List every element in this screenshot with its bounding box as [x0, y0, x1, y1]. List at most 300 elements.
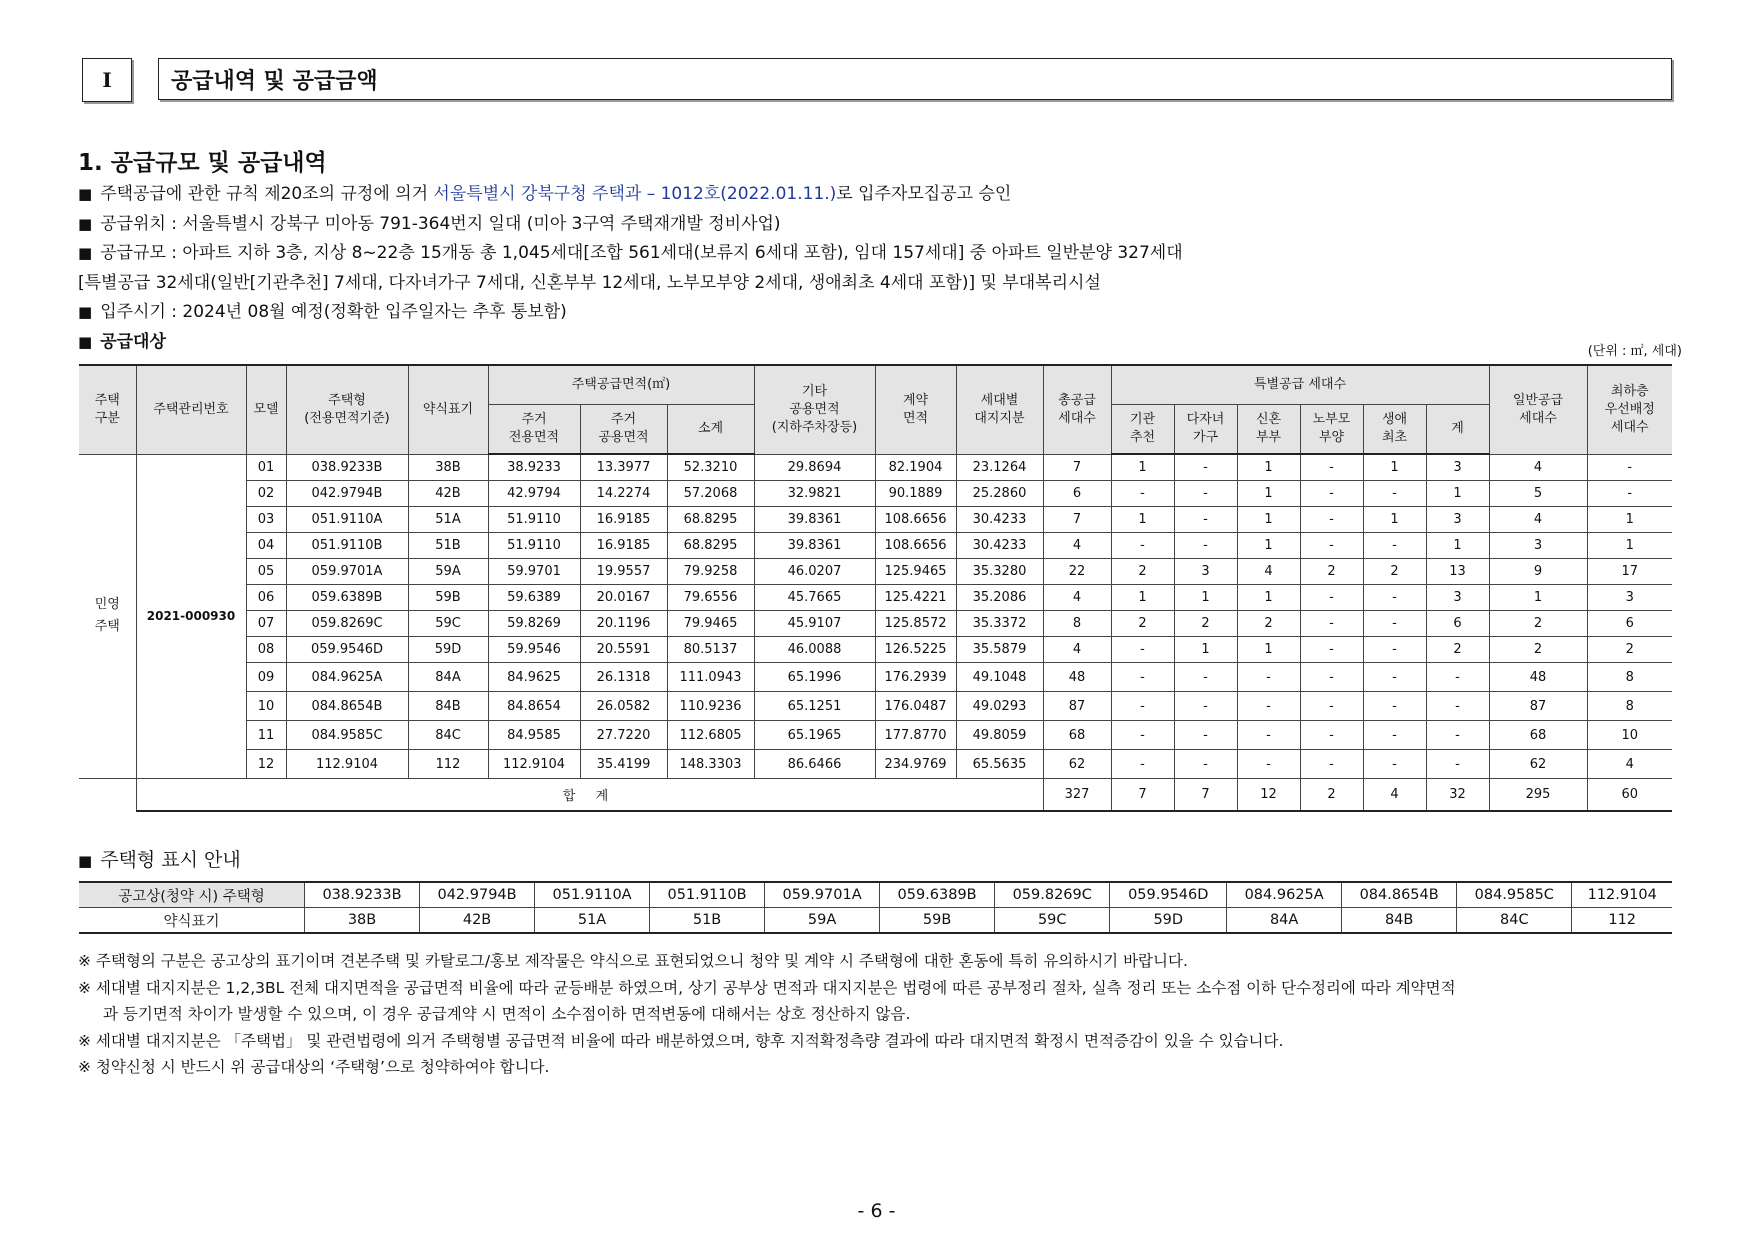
table-cell: 46.0207: [754, 559, 875, 585]
table-cell: 5: [1489, 481, 1587, 507]
type-guide-cell: 59B: [880, 908, 995, 934]
section-header: [82, 58, 1676, 104]
table-cell: 4: [1489, 454, 1587, 481]
table-cell: 68.8295: [667, 533, 754, 559]
table-cell: 6: [1426, 611, 1489, 637]
table-cell: -: [1111, 533, 1174, 559]
table-cell: 4: [1043, 533, 1111, 559]
table-cell: 1: [1174, 637, 1237, 663]
table-cell: 30.4233: [956, 533, 1043, 559]
unit-note: (단위 : ㎡, 세대): [1587, 344, 1682, 359]
table-cell: 2: [1111, 611, 1174, 637]
table-cell: -: [1237, 663, 1300, 692]
table-cell: 112: [408, 750, 488, 779]
table-cell: 51.9110: [488, 507, 580, 533]
table-cell: 79.9258: [667, 559, 754, 585]
table-cell: 13.3977: [580, 454, 667, 481]
table-cell: 12: [246, 750, 286, 779]
table-cell: -: [1426, 750, 1489, 779]
table-cell: 84A: [408, 663, 488, 692]
table-row: [79, 533, 1672, 559]
table-cell: 042.9794B: [286, 481, 408, 507]
type-guide-cell: 84A: [1227, 908, 1342, 934]
table-cell: 49.8059: [956, 721, 1043, 750]
table-cell: 177.8770: [875, 721, 956, 750]
housing-category: 민영 주택: [79, 454, 136, 779]
total-cell: 12: [1237, 779, 1300, 812]
table-cell: 038.9233B: [286, 454, 408, 481]
table-row: [79, 692, 1672, 721]
type-guide-cell: 84B: [1342, 908, 1457, 934]
table-cell: -: [1363, 481, 1426, 507]
type-guide-cell: 084.9585C: [1457, 882, 1572, 908]
table-row: [79, 721, 1672, 750]
table-cell: 59.9701: [488, 559, 580, 585]
notes: [78, 948, 1688, 1081]
table-cell: 52.3210: [667, 454, 754, 481]
table-row: [79, 481, 1672, 507]
supply-table: [79, 364, 1672, 812]
table-cell: 38B: [408, 454, 488, 481]
table-cell: 49.0293: [956, 692, 1043, 721]
table-cell: 1: [1237, 454, 1300, 481]
header-land-share: 세대별 대지지분: [956, 365, 1043, 454]
table-cell: 06: [246, 585, 286, 611]
type-guide-cell: 038.9233B: [305, 882, 420, 908]
table-cell: 7: [1043, 507, 1111, 533]
total-blank: [79, 779, 136, 812]
header-elderly: 노부모 부양: [1300, 405, 1363, 455]
table-cell: 82.1904: [875, 454, 956, 481]
table-cell: -: [1111, 750, 1174, 779]
table-cell: 1: [1587, 533, 1672, 559]
note-item: 과 등기면적 차이가 발생할 수 있으며, 이 경우 공급계약 시 면적이 소수점이하 면적변동에 대해서는 상호 정산하지 않음.: [103, 1005, 911, 1023]
table-cell: -: [1363, 692, 1426, 721]
bullet-icon: ■: [78, 332, 93, 351]
table-cell: -: [1174, 454, 1237, 481]
header-model: 모델: [246, 365, 286, 454]
table-cell: 62: [1489, 750, 1587, 779]
table-cell: -: [1587, 454, 1672, 481]
table-cell: 68: [1043, 721, 1111, 750]
header-housing-type: 주택 구분: [79, 365, 136, 454]
overview-line-location: ■ 공급위치 : 서울특별시 강북구 미아동 791-364번지 일대 (미아 3구역 주택재개발 정비사업): [78, 213, 781, 234]
table-cell: 65.1965: [754, 721, 875, 750]
table-cell: -: [1300, 507, 1363, 533]
table-cell: 1: [1237, 637, 1300, 663]
type-guide-cell: 42B: [420, 908, 535, 934]
table-cell: 10: [1587, 721, 1672, 750]
table-cell: 10: [246, 692, 286, 721]
type-guide-cell: 084.9625A: [1227, 882, 1342, 908]
table-cell: 1: [1111, 454, 1174, 481]
table-cell: 42B: [408, 481, 488, 507]
table-cell: -: [1363, 611, 1426, 637]
table-cell: 1: [1363, 507, 1426, 533]
table-row: [79, 611, 1672, 637]
table-cell: -: [1237, 750, 1300, 779]
table-cell: 176.2939: [875, 663, 956, 692]
total-cell: 295: [1489, 779, 1587, 812]
type-guide-cell: 38B: [305, 908, 420, 934]
table-cell: 1: [1111, 507, 1174, 533]
table-cell: 1: [1111, 585, 1174, 611]
table-cell: 05: [246, 559, 286, 585]
table-row: [79, 750, 1672, 779]
table-cell: 13: [1426, 559, 1489, 585]
header-house-type: 주택형 (전용면적기준): [286, 365, 408, 454]
table-cell: 59.8269: [488, 611, 580, 637]
table-cell: 35.4199: [580, 750, 667, 779]
table-cell: 059.9546D: [286, 637, 408, 663]
table-row: [79, 507, 1672, 533]
table-cell: 29.8694: [754, 454, 875, 481]
table-cell: -: [1587, 481, 1672, 507]
header-other-area: 기타 공용면적 (지하주차장등): [754, 365, 875, 454]
table-cell: -: [1363, 750, 1426, 779]
table-cell: 2: [1237, 611, 1300, 637]
type-guide-table: [79, 881, 1672, 934]
type-guide-cell: 059.6389B: [880, 882, 995, 908]
table-cell: -: [1300, 637, 1363, 663]
total-cell: 4: [1363, 779, 1426, 812]
table-cell: 26.1318: [580, 663, 667, 692]
table-cell: 112.9104: [286, 750, 408, 779]
header-total-supply: 총공급 세대수: [1043, 365, 1111, 454]
table-cell: -: [1363, 663, 1426, 692]
type-guide-cell: 084.8654B: [1342, 882, 1457, 908]
table-cell: 65.5635: [956, 750, 1043, 779]
table-cell: -: [1300, 611, 1363, 637]
header-supply-area: 주택공급면적(㎡): [488, 365, 754, 405]
table-cell: 59C: [408, 611, 488, 637]
table-cell: 126.5225: [875, 637, 956, 663]
table-cell: 084.9585C: [286, 721, 408, 750]
table-cell: 35.5879: [956, 637, 1043, 663]
table-cell: -: [1300, 721, 1363, 750]
table-cell: -: [1111, 721, 1174, 750]
table-cell: 45.9107: [754, 611, 875, 637]
table-cell: 49.1048: [956, 663, 1043, 692]
table-row: [79, 663, 1672, 692]
table-row: [79, 454, 1672, 481]
type-guide-row-announced: [79, 882, 1672, 908]
table-cell: 110.9236: [667, 692, 754, 721]
table-cell: 03: [246, 507, 286, 533]
table-cell: 59.9546: [488, 637, 580, 663]
table-cell: 23.1264: [956, 454, 1043, 481]
table-cell: 20.0167: [580, 585, 667, 611]
header-general-supply: 일반공급 세대수: [1489, 365, 1587, 454]
table-cell: 2: [1587, 637, 1672, 663]
total-cell: 327: [1043, 779, 1111, 812]
header-mgmt-number: 주택관리번호: [136, 365, 246, 454]
table-cell: 86.6466: [754, 750, 875, 779]
overview-line-scale: ■ 공급규모 : 아파트 지하 3층, 지상 8~22층 15개동 총 1,045세대[조합 561세대(보류지 6세대 포함), 임대 157세대] 중 아파트 일반분양 327세대: [78, 243, 1183, 263]
table-cell: 57.2068: [667, 481, 754, 507]
note-item: ※ 주택형의 구분은 공고상의 표기이며 견본주택 및 카탈로그/홍보 제작물은 약식으로 표현되었으니 청약 및 계약 시 주택형에 대한 혼동에 특히 유의하시기 바랍니다.: [78, 952, 1188, 970]
table-cell: 3: [1174, 559, 1237, 585]
table-cell: -: [1174, 721, 1237, 750]
bullet-icon: ■: [78, 185, 93, 203]
table-cell: -: [1300, 663, 1363, 692]
header-special-sum: 계: [1426, 405, 1489, 455]
table-cell: 148.3303: [667, 750, 754, 779]
table-cell: 87: [1489, 692, 1587, 721]
table-cell: 1: [1237, 533, 1300, 559]
table-cell: 3: [1426, 585, 1489, 611]
table-cell: 1: [1237, 585, 1300, 611]
table-cell: -: [1174, 507, 1237, 533]
table-cell: 3: [1426, 454, 1489, 481]
table-cell: -: [1300, 454, 1363, 481]
overview-line-movein: ■ 입주시기 : 2024년 08월 예정(정확한 입주일자는 추후 통보함): [78, 302, 567, 322]
table-cell: 3: [1489, 533, 1587, 559]
header-abbr: 약식표기: [408, 365, 488, 454]
table-cell: 32.9821: [754, 481, 875, 507]
table-cell: 051.9110A: [286, 507, 408, 533]
overview-line-approval: ■ 주택공급에 관한 규칙 제20조의 규정에 의거 서울특별시 강북구청 주택과 – 1012호(2022.01.11.)로 입주자모집공고 승인: [78, 184, 1012, 204]
type-guide-cell: 112.9104: [1572, 882, 1672, 908]
table-cell: 46.0088: [754, 637, 875, 663]
table-cell: 084.8654B: [286, 692, 408, 721]
table-cell: 84B: [408, 692, 488, 721]
table-row: [79, 585, 1672, 611]
type-guide-cell: 059.8269C: [995, 882, 1110, 908]
table-cell: 39.8361: [754, 507, 875, 533]
table-cell: 3: [1587, 585, 1672, 611]
table-cell: 48: [1489, 663, 1587, 692]
table-cell: 111.0943: [667, 663, 754, 692]
note-item: ※ 청약신청 시 반드시 위 공급대상의 ‘주택형’으로 청약하여야 합니다.: [78, 1058, 550, 1076]
table-cell: 42.9794: [488, 481, 580, 507]
table-cell: 65.1996: [754, 663, 875, 692]
table-cell: 59A: [408, 559, 488, 585]
table-cell: 1: [1489, 585, 1587, 611]
table-cell: 125.9465: [875, 559, 956, 585]
total-cell: 7: [1111, 779, 1174, 812]
table-cell: 09: [246, 663, 286, 692]
header-contract-area: 계약 면적: [875, 365, 956, 454]
table-cell: 2: [1489, 637, 1587, 663]
total-row: [79, 779, 1672, 812]
table-cell: -: [1300, 481, 1363, 507]
table-cell: 1: [1174, 585, 1237, 611]
table-cell: 16.9185: [580, 533, 667, 559]
page-number: - 6 -: [857, 1200, 896, 1222]
bullet-icon: ■: [78, 852, 93, 870]
table-cell: -: [1300, 533, 1363, 559]
table-cell: -: [1363, 637, 1426, 663]
table-cell: 38.9233: [488, 454, 580, 481]
table-cell: -: [1363, 585, 1426, 611]
table-cell: 87: [1043, 692, 1111, 721]
table-cell: 84.8654: [488, 692, 580, 721]
header-priority: 최하층 우선배정 세대수: [1587, 365, 1672, 454]
table-cell: 59B: [408, 585, 488, 611]
table-cell: 3: [1426, 507, 1489, 533]
table-cell: 68.8295: [667, 507, 754, 533]
type-guide-cell: 051.9110B: [650, 882, 765, 908]
table-cell: -: [1174, 481, 1237, 507]
table-cell: 7: [1043, 454, 1111, 481]
table-cell: 125.4221: [875, 585, 956, 611]
header-subtotal: 소계: [667, 405, 754, 455]
header-exclusive-area: 주거 전용면적: [488, 405, 580, 455]
table-cell: -: [1426, 663, 1489, 692]
type-guide-cell: 59C: [995, 908, 1110, 934]
table-cell: 20.5591: [580, 637, 667, 663]
table-cell: 8: [1043, 611, 1111, 637]
table-cell: 4: [1587, 750, 1672, 779]
table-cell: -: [1111, 663, 1174, 692]
table-cell: 1: [1426, 481, 1489, 507]
table-cell: 68: [1489, 721, 1587, 750]
table-cell: 48: [1043, 663, 1111, 692]
approval-reference: 서울특별시 강북구청 주택과 – 1012호(2022.01.11.): [433, 184, 837, 204]
table-cell: -: [1300, 750, 1363, 779]
table-cell: 22: [1043, 559, 1111, 585]
table-cell: 35.2086: [956, 585, 1043, 611]
table-cell: -: [1363, 533, 1426, 559]
table-cell: 4: [1489, 507, 1587, 533]
table-row: [79, 637, 1672, 663]
type-guide-cell: 059.9701A: [765, 882, 880, 908]
table-cell: 25.2860: [956, 481, 1043, 507]
table-cell: 45.7665: [754, 585, 875, 611]
table-cell: 234.9769: [875, 750, 956, 779]
table-cell: 59D: [408, 637, 488, 663]
section-title: 공급내역 및 공급금액: [158, 58, 1672, 100]
table-cell: 30.4233: [956, 507, 1043, 533]
table-cell: 20.1196: [580, 611, 667, 637]
table-cell: -: [1111, 481, 1174, 507]
table-cell: 059.8269C: [286, 611, 408, 637]
table-cell: -: [1300, 692, 1363, 721]
type-guide-cell: 042.9794B: [420, 882, 535, 908]
type-guide-cell: 059.9546D: [1110, 882, 1227, 908]
supply-overview: [78, 180, 1698, 357]
section-number: I: [82, 58, 132, 102]
table-cell: 90.1889: [875, 481, 956, 507]
table-cell: 1: [1426, 533, 1489, 559]
table-cell: 84.9585: [488, 721, 580, 750]
type-guide-cell: 112: [1572, 908, 1672, 934]
table-cell: -: [1237, 692, 1300, 721]
bullet-icon: ■: [78, 303, 93, 321]
table-cell: 108.6656: [875, 533, 956, 559]
table-cell: -: [1174, 750, 1237, 779]
table-cell: 051.9110B: [286, 533, 408, 559]
note-item: ※ 세대별 대지지분은 「주택법」 및 관련법령에 의거 주택형별 공급면적 비율에 따라 배분하였으며, 향후 지적확정측량 결과에 따라 대지면적 확정시 면적증감이 있을 수 있습니다.: [78, 1031, 1284, 1050]
table-cell: 51B: [408, 533, 488, 559]
table-cell: 59.6389: [488, 585, 580, 611]
table-cell: 07: [246, 611, 286, 637]
table-cell: 84.9625: [488, 663, 580, 692]
table-cell: 51.9110: [488, 533, 580, 559]
page-heading: 1. 공급규모 및 공급내역: [78, 150, 327, 176]
type-guide-cell: 59A: [765, 908, 880, 934]
table-cell: 51A: [408, 507, 488, 533]
type-guide-cell: 84C: [1457, 908, 1572, 934]
table-cell: 14.2274: [580, 481, 667, 507]
table-cell: -: [1111, 692, 1174, 721]
table-cell: 1: [1587, 507, 1672, 533]
total-cell: 32: [1426, 779, 1489, 812]
table-cell: 84C: [408, 721, 488, 750]
type-guide-cell: 51B: [650, 908, 765, 934]
table-cell: -: [1426, 692, 1489, 721]
table-cell: 6: [1043, 481, 1111, 507]
table-cell: 79.9465: [667, 611, 754, 637]
total-cell: 60: [1587, 779, 1672, 812]
bullet-icon: ■: [78, 244, 93, 262]
table-cell: 9: [1489, 559, 1587, 585]
table-cell: -: [1363, 721, 1426, 750]
type-guide-cell: 51A: [535, 908, 650, 934]
overview-line-special: [특별공급 32세대(일반[기관추천] 7세대, 다자녀가구 7세대, 신혼부부 12세대, 노부모부양 2세대, 생애최초 4세대 포함)] 및 부대복리시설: [78, 272, 1101, 293]
table-cell: 2: [1300, 559, 1363, 585]
mgmt-number: 2021-000930: [136, 454, 246, 779]
table-cell: 17: [1587, 559, 1672, 585]
table-cell: 112.6805: [667, 721, 754, 750]
table-cell: 176.0487: [875, 692, 956, 721]
table-cell: -: [1174, 663, 1237, 692]
table-cell: 65.1251: [754, 692, 875, 721]
table-cell: -: [1237, 721, 1300, 750]
table-cell: -: [1174, 533, 1237, 559]
table-cell: 08: [246, 637, 286, 663]
total-cell: 2: [1300, 779, 1363, 812]
table-row: [79, 559, 1672, 585]
table-cell: 1: [1237, 481, 1300, 507]
table-cell: 01: [246, 454, 286, 481]
total-label: 합 계: [136, 779, 1043, 812]
type-guide-cell: 051.9110A: [535, 882, 650, 908]
table-cell: 8: [1587, 692, 1672, 721]
supply-target-heading: ■ 공급대상: [78, 331, 166, 352]
table-cell: 4: [1237, 559, 1300, 585]
table-cell: 04: [246, 533, 286, 559]
type-guide-label: 약식표기: [79, 908, 305, 934]
table-cell: -: [1174, 692, 1237, 721]
table-cell: -: [1111, 637, 1174, 663]
table-cell: 125.8572: [875, 611, 956, 637]
table-cell: 35.3280: [956, 559, 1043, 585]
table-cell: 11: [246, 721, 286, 750]
header-multichild: 다자녀 가구: [1174, 405, 1237, 455]
table-cell: 27.7220: [580, 721, 667, 750]
table-cell: 16.9185: [580, 507, 667, 533]
type-guide-cell: 59D: [1110, 908, 1227, 934]
table-cell: 6: [1587, 611, 1672, 637]
note-item: ※ 세대별 대지지분은 1,2,3BL 전체 대지면적을 공급면적 비율에 따라 균등배분 하였으며, 상기 공부상 면적과 대지지분은 법령에 따른 공부정리 절차, 실측 정리 또는 소수점 이하 단수정리에 따라 계약면적: [78, 978, 1456, 997]
table-cell: 084.9625A: [286, 663, 408, 692]
table-cell: 059.6389B: [286, 585, 408, 611]
table-cell: 2: [1111, 559, 1174, 585]
table-cell: 79.6556: [667, 585, 754, 611]
table-cell: 108.6656: [875, 507, 956, 533]
table-cell: 39.8361: [754, 533, 875, 559]
table-cell: 2: [1489, 611, 1587, 637]
header-first-time: 생애 최초: [1363, 405, 1426, 455]
table-cell: 19.9557: [580, 559, 667, 585]
total-cell: 7: [1174, 779, 1237, 812]
table-cell: 8: [1587, 663, 1672, 692]
table-cell: -: [1426, 721, 1489, 750]
header-agency: 기관 추천: [1111, 405, 1174, 455]
table-cell: 26.0582: [580, 692, 667, 721]
